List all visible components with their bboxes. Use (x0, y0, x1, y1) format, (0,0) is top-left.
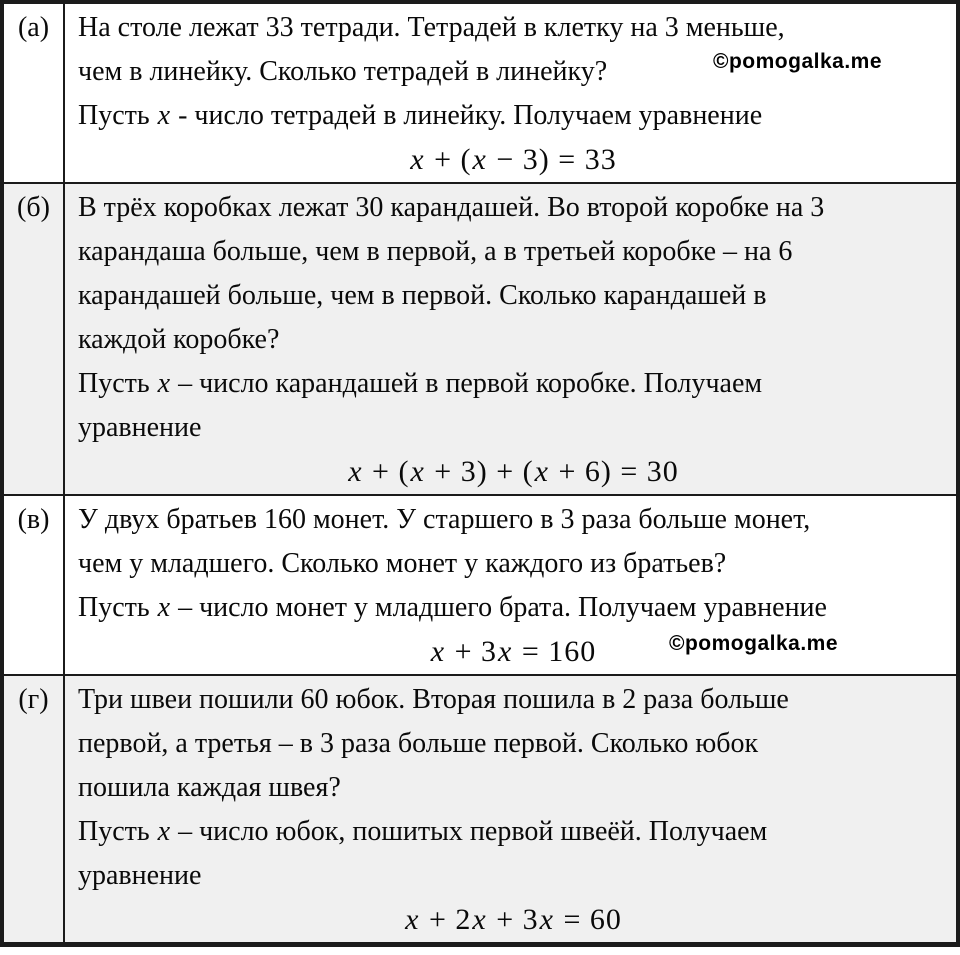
problem-text-line: На столе лежат 33 тетради. Тетрадей в клетку на 3 меньше, (78, 12, 785, 43)
problem-text-line: В трёх коробках лежат 30 карандашей. Во второй коробке на 3 (78, 192, 825, 223)
row-label: (в) (4, 496, 65, 674)
problem-text-line: чем в линейку. Сколько тетрадей в линейку? (78, 56, 608, 87)
row-label: (б) (4, 184, 65, 494)
problem-text-line: карандашей больше, чем в первой. Сколько карандашей в (78, 280, 767, 311)
problem-text-line: У двух братьев 160 монет. У старшего в 3 раза больше монет, (78, 504, 811, 535)
row-label: (г) (4, 676, 65, 942)
row-label: (а) (4, 4, 65, 182)
equation: x + (x + 3) + (x + 6) = 30 (348, 455, 679, 488)
problem-text-line: уравнение (78, 860, 202, 891)
equation: x + 3x = 160 (430, 635, 597, 668)
row-content (65, 4, 956, 182)
problem-text-line: пошила каждая швея? (78, 772, 341, 803)
problem-text-line: Пусть x - число тетрадей в линейку. Получаем уравнение (78, 100, 763, 131)
problem-lines (78, 678, 948, 898)
row-content (65, 496, 956, 674)
problem-text-line: первой, а третья – в 3 раза больше первой. Сколько юбок (78, 728, 759, 759)
copyright-watermark: ©pomogalka.me (668, 632, 838, 655)
table-row (4, 182, 956, 494)
problem-text-line: Три швеи пошили 60 юбок. Вторая пошила в 2 раза больше (78, 684, 789, 715)
table-row (4, 4, 956, 182)
problem-text-line: чем у младшего. Сколько монет у каждого из братьев? (78, 548, 727, 579)
table-row (4, 674, 956, 942)
problem-text-line: Пусть x – число монет у младшего брата. Получаем уравнение (78, 592, 827, 623)
problem-text-line: Пусть x – число юбок, пошитых первой швеёй. Получаем (78, 816, 768, 847)
copyright-watermark: ©pomogalka.me (712, 50, 882, 73)
row-content (65, 676, 956, 942)
problem-text-line: каждой коробке? (78, 324, 280, 355)
problem-lines (78, 186, 948, 450)
problem-text-line: уравнение (78, 412, 202, 443)
table-row (4, 494, 956, 674)
problem-text-line: Пусть x – число карандашей в первой коробке. Получаем (78, 368, 763, 399)
row-content (65, 184, 956, 494)
problem-text-line: карандаша больше, чем в первой, а в третьей коробке – на 6 (78, 236, 793, 267)
problem-lines (78, 498, 948, 630)
equation: x + (x − 3) = 33 (410, 143, 617, 176)
equation: x + 2x + 3x = 60 (405, 903, 622, 936)
